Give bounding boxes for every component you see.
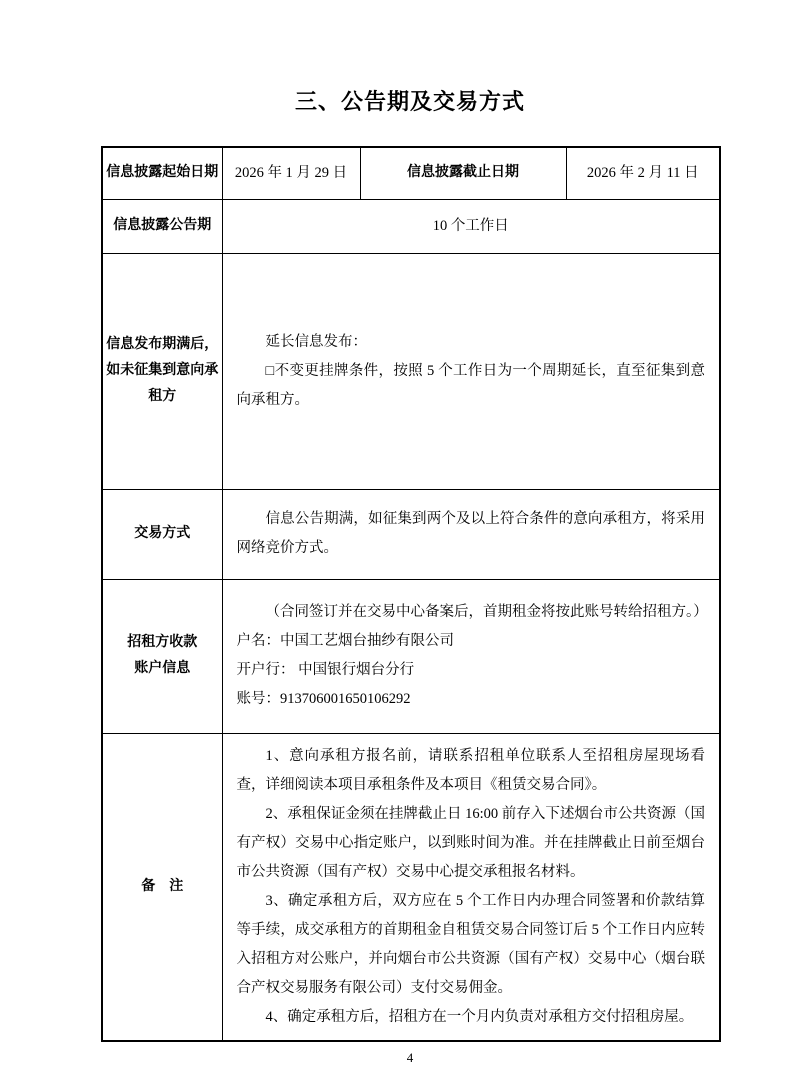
announcement-period-label: 信息披露公告期 (102, 199, 222, 253)
disclosure-start-date-value: 2026 年 1 月 29 日 (222, 147, 360, 199)
account-info-content (222, 579, 720, 733)
extension-label: 信息发布期满后，如未征集到意向承租方 (102, 253, 222, 489)
remark-item-4: 4、确定承租方后，招租方在一个月内负责对承租方交付招租房屋。 (265, 1008, 694, 1025)
disclosure-start-date-label: 信息披露起始日期 (102, 147, 222, 199)
table-row-disclosure-dates (102, 147, 720, 199)
extension-heading: 延长信息发布： (265, 333, 367, 350)
announcement-table (101, 146, 721, 1042)
trade-method-content (222, 489, 720, 579)
remark-item-1: 1、意向承租方报名前，请联系招租单位联系人至招租房屋现场看查，详细阅读本项目承租条件及本项目《租赁交易合同》。 (236, 747, 705, 793)
account-holder: 户名：中国工艺烟台抽纱有限公司 (236, 633, 454, 649)
extension-option-text: 不变更挂牌条件，按照 5 个工作日为一个周期延长，直至征集到意向承租方。 (236, 362, 706, 408)
page-title: 三、公告期及交易方式 (294, 89, 525, 114)
account-number: 账号：913706001650106292 (236, 691, 411, 707)
account-info-label-line1: 招租方收款 (127, 635, 198, 650)
table-row-remarks (102, 733, 720, 1041)
disclosure-end-date-label: 信息披露截止日期 (360, 147, 566, 199)
remark-item-3: 3、确定承租方后，双方应在 5 个工作日内办理合同签署和价款结算等手续，成交承租方的首期租金自租赁交易合同签订后 5 个工作日内应转入招租方对公账户，并向烟台市公共资源（国有产权）交易中心（烟台联合产权交易服务有限公司）支付交易佣金。 (236, 892, 705, 996)
table-row-extension (102, 253, 720, 489)
page-number: 4 (406, 1049, 414, 1065)
extension-option (237, 357, 706, 415)
table-row-account-info (102, 579, 720, 733)
trade-method-text: 信息公告期满，如征集到两个及以上符合条件的意向承租方，将采用网络竞价方式。 (236, 511, 705, 556)
remarks-label: 备 注 (102, 733, 222, 1041)
document-body (101, 0, 719, 1042)
disclosure-end-date-value: 2026 年 2 月 11 日 (566, 147, 720, 199)
remark-item-2: 2、承租保证金须在挂牌截止日 16:00 前存入下述烟台市公共资源（国有产权）交易中心指定账户，以到账时间为准。并在挂牌截止日前至烟台市公共资源（国有产权）交易中心提交承租报名材料。 (236, 805, 705, 880)
account-info-label (102, 579, 222, 733)
remarks-content (222, 733, 720, 1041)
checkbox-unchecked-icon: □ (265, 362, 275, 379)
announcement-period-value: 10 个工作日 (222, 199, 720, 253)
account-note: （合同签订并在交易中心备案后，首期租金将按此账号转给招租方。） (265, 604, 708, 620)
account-bank: 开户行： 中国银行烟台分行 (236, 662, 415, 678)
extension-content (222, 253, 720, 489)
table-row-announcement-period (102, 199, 720, 253)
account-info-label-line2: 账户信息 (134, 661, 191, 676)
table-row-trade-method (102, 489, 720, 579)
trade-method-label: 交易方式 (102, 489, 222, 579)
